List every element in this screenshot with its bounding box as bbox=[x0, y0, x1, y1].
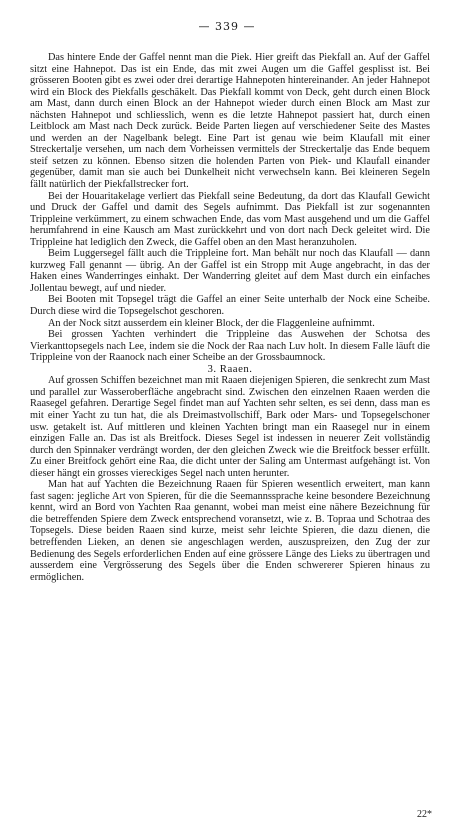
paragraph: Auf grossen Schiffen bezeichnet man mit Raaen diejenigen Spieren, die senkrecht zum Mast und parallel zur Wasseroberfläche angebracht sind. Zwischen den einzelnen Raaen werden die Raasegel gefahren. Derartige Segel findet man auf Yachten sehr selten, es sei denn, dass man es mit einer Yacht zu tun hat, die als Dreimastvollschiff, Bark oder Mars- und Topsegelschoner usw. getakelt ist. Auf mittleren und kleinen Yachten bringt man ein Raasegel nur in einem einzigen Falle an. Das ist als Breitfock. Dieses Segel ist indessen in neuerer Zeit vollständig durch den Spinnaker verdrängt worden, der den gleichen Zweck wie die Breitfock besser erfüllt. Zu einer Breitfock gehört eine Raa, die dicht unter der Saling am Untermast aufgehängt ist. Von dieser hängt ein grosses viereckiges Segel nach unten herunter. bbox=[30, 375, 430, 479]
section-heading: 3. Raaen. bbox=[207, 362, 253, 375]
paragraph: An der Nock sitzt ausserdem ein kleiner Block, der die Flaggenleine aufnimmt. bbox=[48, 317, 375, 329]
printer-signature-mark: 22* bbox=[417, 809, 432, 820]
paragraph: Bei grossen Yachten verhindert die Trippleine das Auswehen der Schotsa des Vierkanttopsegels nach Lee, indem sie die Nock der Raa nach Luv holt. In diesem Falle läuft die Trippleine von der Raanock nach einer Scheibe an der Grossbaumnock. bbox=[30, 329, 430, 364]
body-text bbox=[30, 52, 430, 583]
paragraph: Man hat auf Yachten die Bezeichnung Raaen für Spieren wesentlich erweitert, man kann fast sagen: jegliche Art von Spieren, für die die Seemannssprache keine besondere Bezeichnung kennt, wird an Bord von Yachten Raa genannt, wobei man meist eine nähere Bezeichnung für die betreffenden Spiere dem Zweck entsprechend voransetzt, wie z. B. Topraa und Schotraa des Topsegels. Diese beiden Raaen sind kurze, meist sehr leichte Spieren, die dazu dienen, die betreffenden Lieken, an denen sie angeschlagen werden, auszuspreizen, den Zug der zur Bedienung des Segels erforderlichen Enden auf eine grössere Länge des Lieks zu übertragen und ausserdem eine Vergrösserung des Segels über die Enden schwererer Spieren hinaus zu ermöglichen. bbox=[30, 479, 430, 583]
paragraph: Beim Luggersegel fällt auch die Trippleine fort. Man behält nur noch das Klaufall — dann kurzweg Fall genannt — übrig. An der Gaffel ist ein Stropp mit Auge angebracht, in das der Haken eines Wanderringes einhakt. Der Wanderring gleitet auf dem Mast durch ein einfaches Jollentau bewegt, auf und nieder. bbox=[30, 248, 430, 294]
paragraph: Das hintere Ende der Gaffel nennt man die Piek. Hier greift das Piekfall an. Auf der Gaffel sitzt eine Hahnepot. Das ist ein Ende, das mit zwei Augen um die Gaffel gesplisst ist. Bei grösseren Booten gibt es zwei oder drei derartige Hahnepoten hintereinander. An jeder Hahnepot wird ein Block des Piekfalls geschäkelt. Das Piekfall kommt von Deck, geht durch einen Block am Mast, dann durch einen Block an der Hahnepot wieder durch einen Block am Mast zur nächsten Hahnepot und schliesslich, wenn es die letzte Hahnepot passiert hat, durch einen Leitblock am Mast nach Deck zurück. Beide Parten liegen auf verschiedener Seite des Mastes und werden an der Nagelbank belegt. Eine Part ist genau wie beim Klaufall mit einer Streckertalje versehen, um nach dem Vorheissen vermittels der Streckertalje das Ende bequem steif setzen zu können. Ebenso sitzen die holenden Parten von Piek- und Klaufall einander gegenüber, damit man sie auch bei Dunkelheit nicht verwechseln kann. Bei kleineren Segeln fällt natürlich der Piekfallstrecker fort. bbox=[30, 52, 430, 191]
page-number: — 339 — bbox=[198, 20, 256, 33]
paragraph: Bei der Houaritakelage verliert das Piekfall seine Bedeutung, da dort das Klaufall Gewicht und Druck der Gaffel und damit des Segels aufnimmt. Das Piekfall ist zur sogenannten Trippleine verkümmert, zu einem schwachen Ende, das vom Mast ausgehend und um die Gaffel herumfahrend in eine Kausch am Mast zurückkehrt und von dort nach Deck geleitet wird. Die Trippleine hat lediglich den Zweck, die Gaffel oben an den Mast heranzuholen. bbox=[30, 190, 430, 248]
paragraph: Bei Booten mit Topsegel trägt die Gaffel an einer Seite unterhalb der Nock eine Scheibe. Durch diese wird die Topsegelschot geschoren. bbox=[30, 294, 430, 318]
